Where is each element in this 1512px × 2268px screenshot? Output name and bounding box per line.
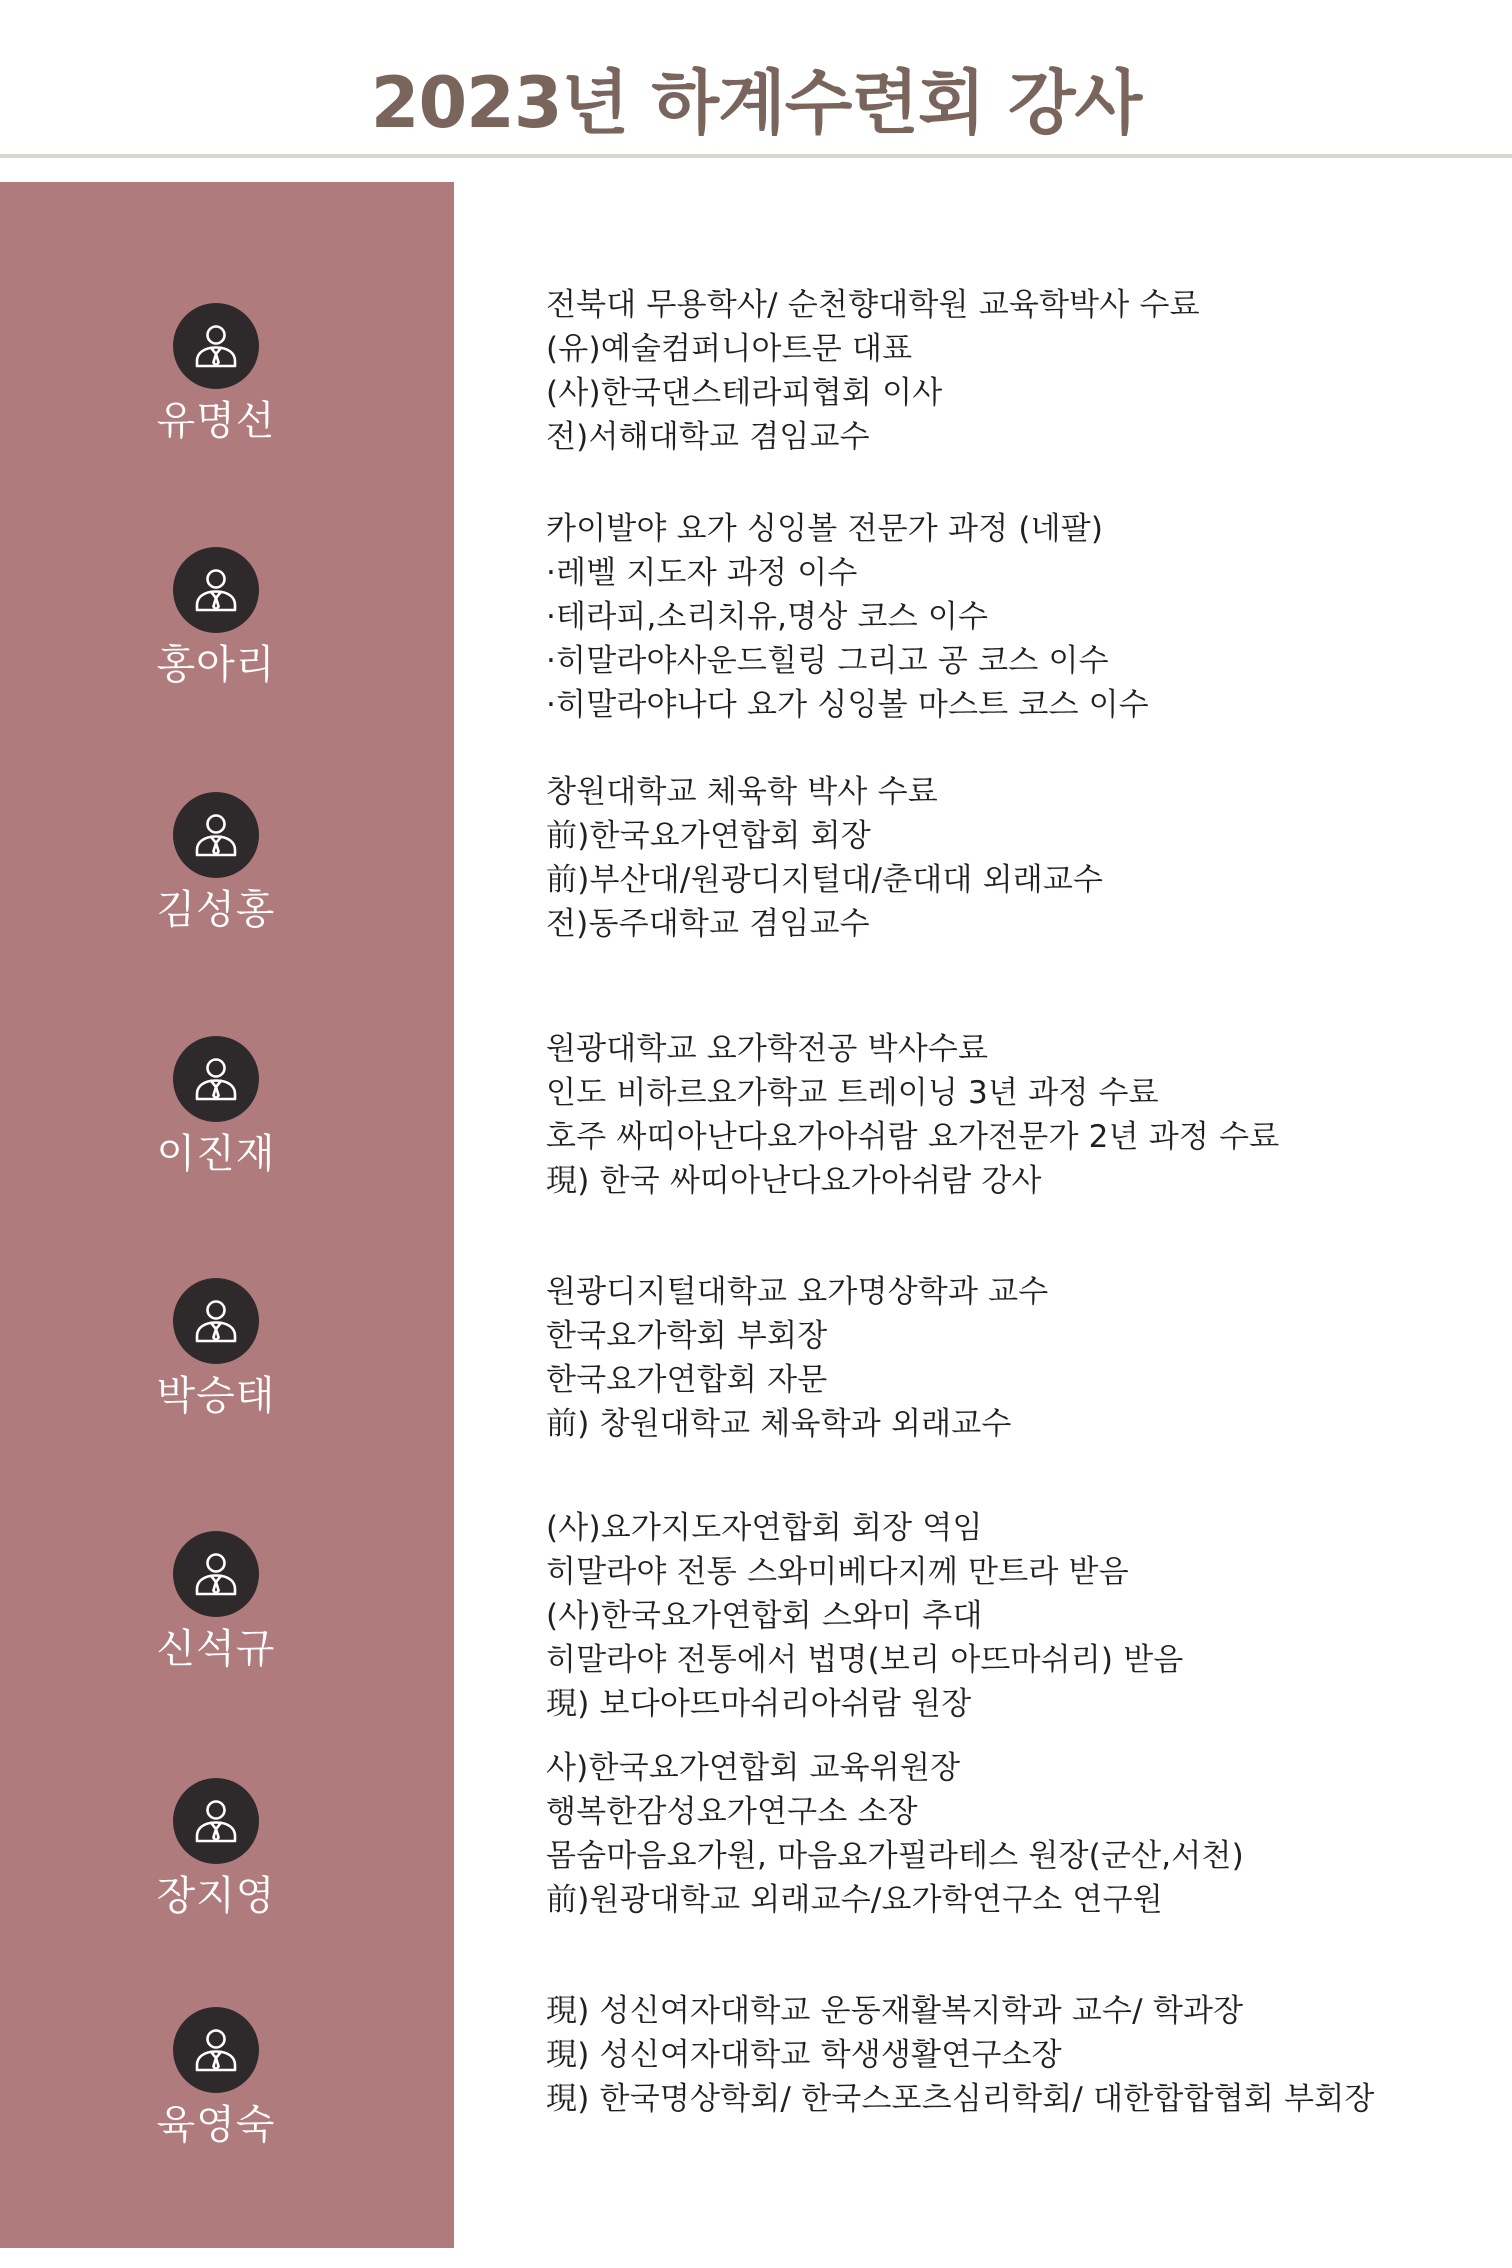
lecturer-bio	[546, 1989, 1486, 2121]
bio-line: 전)동주대학교 겸임교수	[546, 906, 870, 942]
bio-line: 히말라야 전통에서 법명(보리 아뜨마쉬리) 받음	[546, 1642, 1184, 1678]
bio-line: 現) 한국 싸띠아난다요가아쉬람 강사	[546, 1163, 1042, 1199]
person-icon	[173, 2007, 259, 2093]
bio-line: 카이발야 요가 싱잉볼 전문가 과정 (네팔)	[546, 511, 1104, 547]
lecturer-card	[0, 1274, 1512, 1508]
person-icon	[173, 1036, 259, 1122]
page-title: 2023년 하계수련회 강사	[370, 62, 1142, 144]
lecturer-name: 박승태	[156, 1373, 276, 1419]
lecturer-card	[0, 1031, 1512, 1266]
bio-line: 한국요가연합회 자문	[546, 1362, 828, 1398]
bio-line: 전북대 무용학사/ 순천향대학원 교육학박사 수료	[546, 287, 1200, 323]
bio-line: 몸숨마음요가원, 마음요가필라테스 원장(군산,서천)	[546, 1838, 1244, 1874]
bio-line: 호주 싸띠아난다요가아쉬람 요가전문가 2년 과정 수료	[546, 1119, 1280, 1155]
bio-line: 원광대학교 요가학전공 박사수료	[546, 1031, 989, 1067]
bio-line: 행복한감성요가연구소 소장	[546, 1794, 918, 1830]
lecturer-name: 육영숙	[156, 2102, 276, 2148]
bio-line: 전)서해대학교 겸임교수	[546, 419, 870, 455]
bio-line: 前)한국요가연합회 회장	[546, 818, 871, 854]
lecturer-bio	[546, 1027, 1486, 1203]
lecturer-card	[0, 774, 1512, 1022]
lecturer-identity	[104, 792, 328, 942]
bio-line: 히말라야 전통 스와미베다지께 만트라 받음	[546, 1554, 1129, 1590]
bio-line: ·히말라야사운드힐링 그리고 공 코스 이수	[546, 643, 1109, 679]
lecturer-name: 유명선	[156, 398, 276, 444]
bio-line: (사)한국요가연합회 스와미 추대	[546, 1598, 983, 1634]
bio-line: ·레벨 지도자 과정 이수	[546, 555, 858, 591]
lecturer-bio	[546, 1270, 1486, 1446]
lecturer-identity	[104, 547, 328, 697]
person-icon	[173, 1778, 259, 1864]
lecturer-identity	[104, 1036, 328, 1186]
title-divider	[0, 154, 1512, 158]
bio-line: 사)한국요가연합회 교육위원장	[546, 1750, 961, 1786]
person-icon	[173, 792, 259, 878]
bio-line: 前)원광대학교 외래교수/요가학연구소 연구원	[546, 1882, 1163, 1918]
lecturer-identity	[104, 1531, 328, 1681]
lecturer-identity	[104, 2007, 328, 2157]
lecturer-card	[0, 1750, 1512, 2008]
bio-line: ·히말라야나다 요가 싱잉볼 마스트 코스 이수	[546, 687, 1149, 723]
bio-line: (유)예술컴퍼니아트문 대표	[546, 331, 913, 367]
lecturer-bio	[546, 507, 1486, 727]
person-icon	[173, 1531, 259, 1617]
lecturer-name: 장지영	[156, 1873, 276, 1919]
lecturer-bio	[546, 283, 1486, 459]
bio-line: 창원대학교 체육학 박사 수료	[546, 774, 938, 810]
bio-line: 現) 한국명상학회/ 한국스포츠심리학회/ 대한합합협회 부회장	[546, 2081, 1375, 2117]
person-icon	[173, 303, 259, 389]
bio-line: 前) 창원대학교 체육학과 외래교수	[546, 1406, 1012, 1442]
bio-line: 한국요가학회 부회장	[546, 1318, 828, 1354]
lecturer-identity	[104, 1278, 328, 1428]
lecturer-bio	[546, 1746, 1486, 1922]
lecturer-name: 홍아리	[156, 642, 276, 688]
lecturer-identity	[104, 1778, 328, 1928]
bio-line: (사)요가지도자연합회 회장 역임	[546, 1510, 983, 1546]
person-icon	[173, 547, 259, 633]
lecturer-card	[0, 511, 1512, 777]
bio-line: 現) 성신여자대학교 학생생활연구소장	[546, 2037, 1062, 2073]
bio-line: ·테라피,소리치유,명상 코스 이수	[546, 599, 989, 635]
bio-line: 前)부산대/원광디지털대/춘대대 외래교수	[546, 862, 1104, 898]
bio-line: 인도 비하르요가학교 트레이닝 3년 과정 수료	[546, 1075, 1159, 1111]
lecturer-card	[0, 1993, 1512, 2237]
lecturer-card	[0, 287, 1512, 533]
lecturer-name: 이진재	[156, 1131, 276, 1177]
lecturer-name: 김성홍	[156, 887, 276, 933]
lecturer-card	[0, 1510, 1512, 1761]
bio-line: 現) 성신여자대학교 운동재활복지학과 교수/ 학과장	[546, 1993, 1244, 2029]
lecturer-bio	[546, 770, 1486, 946]
bio-line: 원광디지털대학교 요가명상학과 교수	[546, 1274, 1049, 1310]
bio-line: 現) 보다아뜨마쉬리아쉬람 원장	[546, 1686, 972, 1722]
person-icon	[173, 1278, 259, 1364]
bio-line: (사)한국댄스테라피협회 이사	[546, 375, 943, 411]
lecturer-name: 신석규	[156, 1626, 276, 1672]
lecturer-identity	[104, 303, 328, 453]
lecturer-bio	[546, 1506, 1486, 1726]
